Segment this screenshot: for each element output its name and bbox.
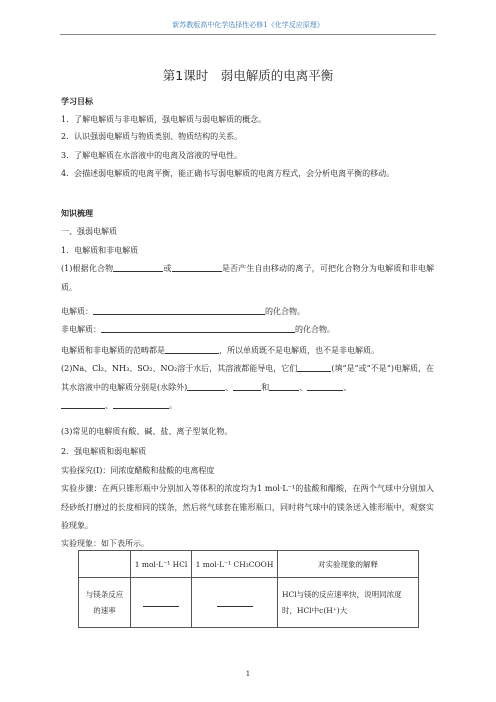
explanation-cell: HCl与镁的反应速率快，说明同浓度时，HCl中c(H⁺)大	[278, 578, 419, 628]
text: ，所以单质既不是电解质，也不是非电解质。	[219, 346, 379, 355]
blank	[61, 399, 105, 409]
text: 。	[169, 401, 177, 410]
experiment-phenomena: 实验现象：如下表所示。	[61, 539, 149, 548]
answer-cell	[192, 578, 278, 628]
text: 和	[261, 382, 270, 392]
subsection-heading: 1．电解质和非电解质	[61, 246, 139, 255]
page-number: 1	[245, 670, 251, 678]
text: (填“是”或“不是”)电解质，在其水溶液中的电解质分别是(水除外)	[61, 364, 434, 392]
scope-note	[61, 344, 434, 356]
common-electrolytes: (3)常见的电解质有酸、碱、盐、离子型氧化物。	[61, 427, 233, 436]
goals-heading: 学习目标	[61, 97, 93, 106]
blank	[93, 305, 265, 315]
text: 、	[343, 382, 352, 392]
table-header-cell: 对实验现象的解释	[278, 551, 419, 578]
blank	[307, 381, 343, 391]
text: 是否产生自由移动的离子，可把化合物分为电解质和非电解质。	[61, 264, 435, 292]
blank	[172, 262, 222, 272]
text: 或	[163, 264, 172, 273]
experiment-title: 实验探究(Ⅰ)：同浓度醋酸和盐酸的电离程度	[61, 466, 215, 475]
text: (1)根据化合物	[61, 264, 114, 273]
text: 电解质：	[61, 307, 93, 316]
subsection-heading: 2．强电解质和弱电解质	[61, 447, 147, 456]
experiment-steps: 实验步骤：在两只锥形瓶中分别加入等体积的浓度均为1 mol·L⁻¹的盐酸和醋酸，在两个气球中分别加入经砂纸打磨过的长度相同的镁条，然后将气球套在锥形瓶口，同时将气球中的镁条送入锥形瓶中，观察实验现象。	[61, 484, 434, 530]
nonelectrolyte-definition	[61, 323, 434, 335]
text: 、	[105, 401, 113, 410]
text: 、	[225, 382, 234, 392]
blank	[297, 362, 331, 372]
knowledge-heading: 知识梳理	[61, 209, 93, 218]
electrolyte-definition	[61, 305, 434, 317]
table-header-cell: 1 mol·L⁻¹ HCl	[131, 551, 192, 578]
results-table	[78, 550, 419, 628]
blank	[113, 399, 169, 409]
blank	[269, 381, 299, 391]
table-header-cell	[79, 551, 131, 578]
blank	[165, 344, 219, 354]
goal-item: 4．会描述弱电解质的电离平衡，能正确书写弱电解质的电离方程式，会分析电离平衡的移动。	[61, 169, 395, 178]
text: 电解质和非电解质的范畴都是	[61, 346, 165, 355]
row-label: 与镁条反应的速率	[79, 578, 131, 628]
blank	[187, 381, 225, 391]
table-row	[79, 578, 419, 628]
goal-item: 2．认识强弱电解质与物质类别、物质结构的关系。	[61, 132, 243, 141]
answer-cell	[131, 578, 192, 628]
text: 、	[299, 382, 308, 392]
goal-item: 1．了解电解质与非电解质，强电解质与弱电解质的概念。	[61, 115, 267, 124]
paragraph-classification	[61, 260, 434, 297]
page-header: 新苏教版高中化学选择性必修1《化学反应原理》	[60, 20, 436, 35]
section-heading: 一、强弱电解质	[61, 227, 117, 236]
text: 的化合物。	[265, 307, 305, 316]
blank	[233, 381, 261, 391]
paragraph-dissolved-substances	[61, 360, 434, 416]
text: (2)Na、Cl₂、NH₃、SO₂、NO₂溶于水后，其溶液都能导电，它们	[61, 364, 298, 373]
text: 的化合物。	[295, 325, 335, 334]
lesson-title: 第1课时 弱电解质的电离平衡	[162, 68, 334, 83]
goal-item: 3．了解电解质在水溶液中的电离及溶液的导电性。	[61, 151, 243, 160]
text: 非电解质：	[61, 325, 101, 334]
table-header-cell: 1 mol·L⁻¹ CH₃COOH	[192, 551, 278, 578]
blank	[113, 262, 163, 272]
blank	[101, 323, 295, 333]
table-header-row	[79, 551, 419, 578]
blank	[217, 597, 253, 607]
blank	[143, 597, 179, 607]
